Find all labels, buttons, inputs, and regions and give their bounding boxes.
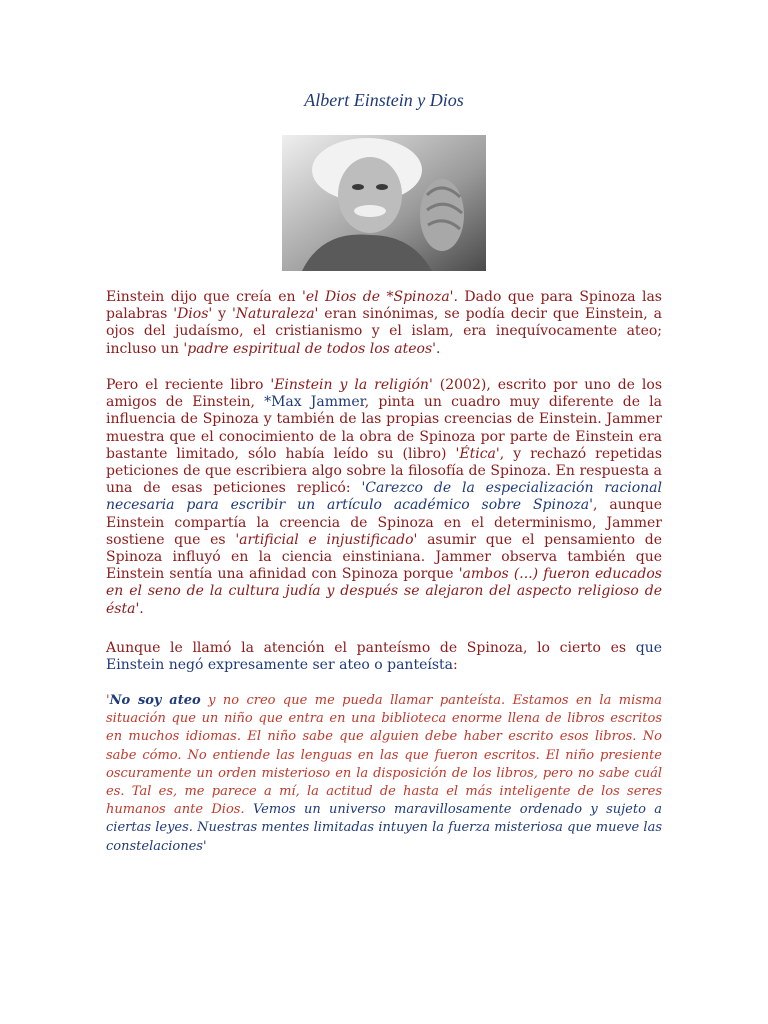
p1-quote-1: 'el Dios de *Spinoza' [301,289,454,305]
p1-text-5: . [435,340,441,357]
quote-text-1: y no creo que me pueda llamar panteísta. Estamos en la misma situación que un niño que entra en una biblioteca enorme llena de libros escritos en muchos idiomas. El niño sabe que alguien debe haber escrito esos libros. No sabe cómo. No entiende las lenguas en las que fueron escritos. El niño presiente oscuramente un orden misterioso en la disposición de los libros, pero no sabe cuál es. Tal es, me parece a mí, la actitud de hasta el más inteligente de los seres humanos ante Dios. [106,693,662,818]
p1-text-2: . Dado que para Spinoza las palabras [106,289,662,323]
einstein-photo [282,135,486,271]
p2-quote-4: 'Carezco de la especialización racional necesaria para escribir un artículo académico sobre Spinoza' [106,480,662,514]
p2-text-1: Pero el reciente libro [106,377,271,393]
p3-text-2: que Einstein negó expresamente ser ateo o panteísta [106,640,662,674]
p1-text-3: y [212,306,232,323]
p3-text-1: Aunque le llamó la atención el panteísmo de Spinoza, lo cierto es [106,640,636,656]
paragraph-1 [106,289,662,358]
p2-text-5: , aunque Einstein compartía la creencia de Spinoza en el determinismo, Jammer sostiene que es [106,497,662,548]
p3-text-3: : [453,657,458,674]
quote-text-2: Vemos un universo maravillosamente ordenado y sujeto a ciertas leyes. Nuestras mentes limitadas intuyen la fuerza misteriosa que mueve las constelaciones [106,802,663,854]
einstein-quote [106,692,662,856]
page-title: Albert Einstein y Dios [304,90,464,110]
p2-text-6: asumir que el pensamiento de Spinoza influyó en la ciencia einstiniana. Jammer observa también que Einstein sentía una afinidad con Spinoza porque [106,531,663,583]
p1-text-1: Einstein dijo que creía en [106,289,302,305]
p2-text-3: , pinta un cuadro muy diferente de la influencia de Spinoza y también de las propias creencias de Einstein. Jammer muestra que el conocimiento de la obra de Spinoza por parte de Einstein era bastante limitado, sólo había leído su (libro) [106,394,663,462]
p1-text-4: eran sinónimas, se podía decir que Einstein, a ojos del judaísmo, el cristianismo y el islam, era inequívocamente ateo; incluso un [106,306,662,357]
quote-close-mark: ' [202,838,207,854]
p2-quote-5: 'artificial e injustificado' [235,531,418,548]
p1-quote-2: 'Dios' [173,306,213,323]
quote-lead: No soy ateo [109,693,201,708]
paragraph-3 [106,640,662,674]
p2-text-7: . [139,600,144,617]
p2-author-name: *Max Jammer [264,394,365,411]
p1-quote-4: 'padre espiritual de todos los ateos' [183,340,436,357]
p2-text-2: (2002), escrito por uno de los amigos de Einstein, [106,377,663,411]
quote-open-mark: ' [106,693,110,708]
p2-quote-6: 'ambos (...) fueron educados en el seno de la cultura judía y después se alejaron del aspecto religioso de ésta' [106,566,662,617]
p2-text-4: , y rechazó repetidas peticiones de que escribiera algo sobre la filosofía de Spinoza. En respuesta a una de esas peticiones replicó: [106,445,662,497]
p2-quote-1: 'Einstein y la religión' [270,377,433,393]
einstein-portrait-illustration [282,135,486,271]
paragraph-2 [106,377,662,618]
p2-quote-3: 'Ética' [455,445,500,462]
p1-quote-3: 'Naturaleza' [231,306,319,323]
